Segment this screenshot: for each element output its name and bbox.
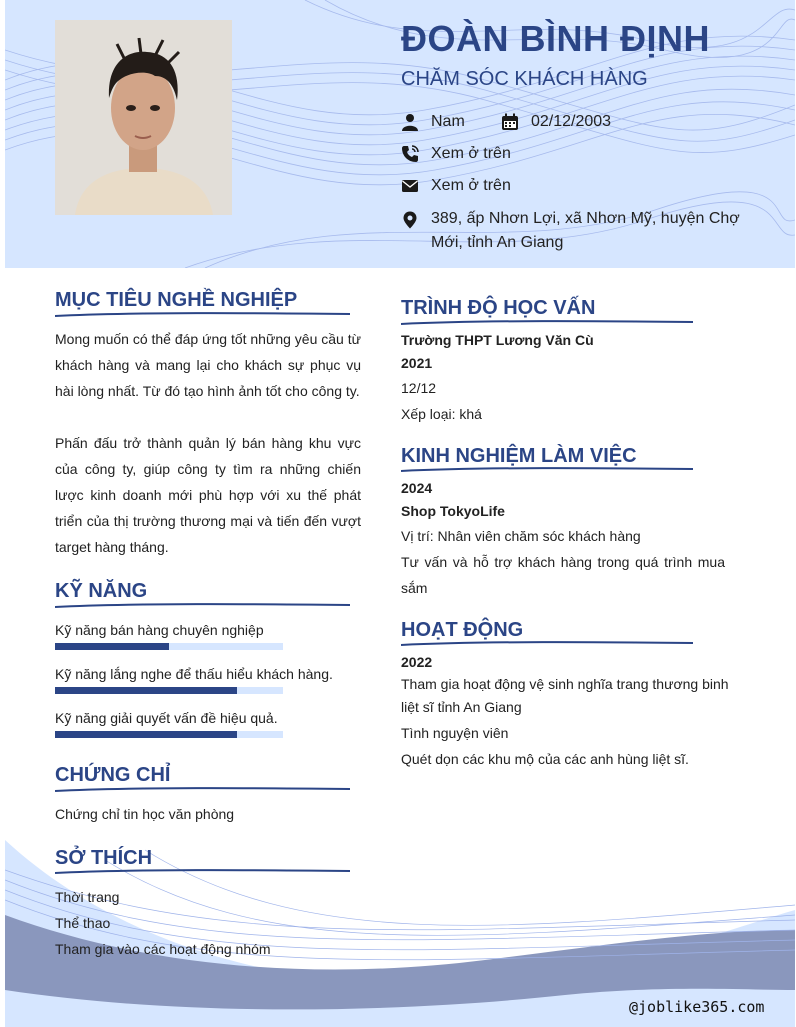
gender-value: Nam (431, 113, 465, 130)
objective-title-underline (55, 311, 350, 319)
phone-icon (401, 145, 421, 165)
experience-company: Shop TokyoLife (401, 503, 505, 519)
experience-position: Vị trí: Nhân viên chăm sóc khách hàng (401, 528, 641, 544)
certificates-title: CHỨNG CHỈ (55, 764, 171, 786)
hobby-item: Tham gia vào các hoạt động nhóm (55, 941, 271, 957)
address-value: 389, ấp Nhơn Lợi, xã Nhơn Mỹ, huyện Chợ Mới, tỉnh An Giang (431, 210, 740, 251)
phone-value: Xem ở trên (431, 145, 511, 162)
gender-row (401, 113, 611, 133)
objective-paragraph-1: Mong muốn có thể đáp ứng tốt những yêu cầu từ khách hàng và mang lại cho khách sự phục vụ hài lòng nhất. Từ đó tạo hình ảnh tốt cho công ty. (55, 331, 361, 399)
skill-label-2: Kỹ năng lắng nghe để thấu hiểu khách hàng. (55, 666, 333, 682)
email-row (401, 177, 511, 197)
job-title: CHĂM SÓC KHÁCH HÀNG (401, 68, 648, 90)
phone-row (401, 145, 511, 165)
envelope-icon (401, 177, 421, 197)
experience-description: Tư vấn và hỗ trợ khách hàng trong quá trình mua sắm (401, 554, 725, 596)
hobby-item: Thể thao (55, 915, 111, 931)
skill-bar-2 (55, 687, 283, 694)
email-value: Xem ở trên (431, 177, 511, 194)
activities-title: HOẠT ĐỘNG (401, 619, 524, 641)
skill-label-1: Kỹ năng bán hàng chuyên nghiệp (55, 622, 264, 638)
education-school: Trường THPT Lương Văn Cù (401, 332, 594, 348)
education-year: 2021 (401, 355, 433, 371)
footer-handle: @joblike365.com (629, 998, 765, 1016)
education-grade-level: 12/12 (401, 380, 437, 396)
skill-bar-3 (55, 731, 283, 738)
user-icon (401, 113, 421, 133)
education-title: TRÌNH ĐỘ HỌC VẤN (401, 297, 596, 319)
activity-detail: Quét dọn các khu mộ của các anh hùng liệt sĩ. (401, 751, 689, 767)
experience-title: KINH NGHIỆM LÀM VIỆC (401, 445, 637, 467)
skill-bar-fill-1 (55, 643, 169, 650)
objective-title: MỤC TIÊU NGHỀ NGHIỆP (55, 289, 298, 311)
skill-bar-fill-2 (55, 687, 237, 694)
activity-year: 2022 (401, 654, 433, 670)
skill-bar-1 (55, 643, 283, 650)
experience-title-underline (401, 466, 693, 474)
skills-title-underline (55, 602, 350, 610)
activity-role: Tình nguyện viên (401, 725, 509, 741)
map-pin-icon (401, 211, 421, 231)
education-rank: Xếp loại: khá (401, 406, 482, 422)
hobby-item: Thời trang (55, 889, 120, 905)
skill-label-3: Kỹ năng giải quyết vấn đề hiệu quả. (55, 710, 278, 726)
certificates-title-underline (55, 786, 350, 794)
objective-paragraph-2: Phấn đấu trở thành quản lý bán hàng khu vực của công ty, giúp công ty tìm ra những chiến lược kinh doanh mới phù hợp với xu thế phát triển của thị trường thương mại và tiến đến vượt target hàng tháng. (55, 435, 361, 555)
skill-bar-fill-3 (55, 731, 237, 738)
candidate-name: ĐOÀN BÌNH ĐỊNH (401, 18, 710, 59)
skills-title: KỸ NĂNG (55, 580, 148, 602)
hobbies-title: SỞ THÍCH (55, 847, 153, 869)
cv-page (5, 0, 795, 1027)
hobbies-title-underline (55, 868, 350, 876)
cv-header (5, 0, 795, 268)
activities-title-underline (401, 640, 693, 648)
birthdate-value: 02/12/2003 (531, 113, 612, 130)
address-row (401, 209, 771, 255)
calendar-icon (501, 113, 521, 133)
certificate-item: Chứng chỉ tin học văn phòng (55, 806, 235, 822)
profile-photo (55, 20, 232, 215)
education-title-underline (401, 319, 693, 327)
experience-year: 2024 (401, 480, 433, 496)
activity-description: Tham gia hoạt động vệ sinh nghĩa trang thương binh liệt sĩ tỉnh An Giang (401, 676, 729, 715)
